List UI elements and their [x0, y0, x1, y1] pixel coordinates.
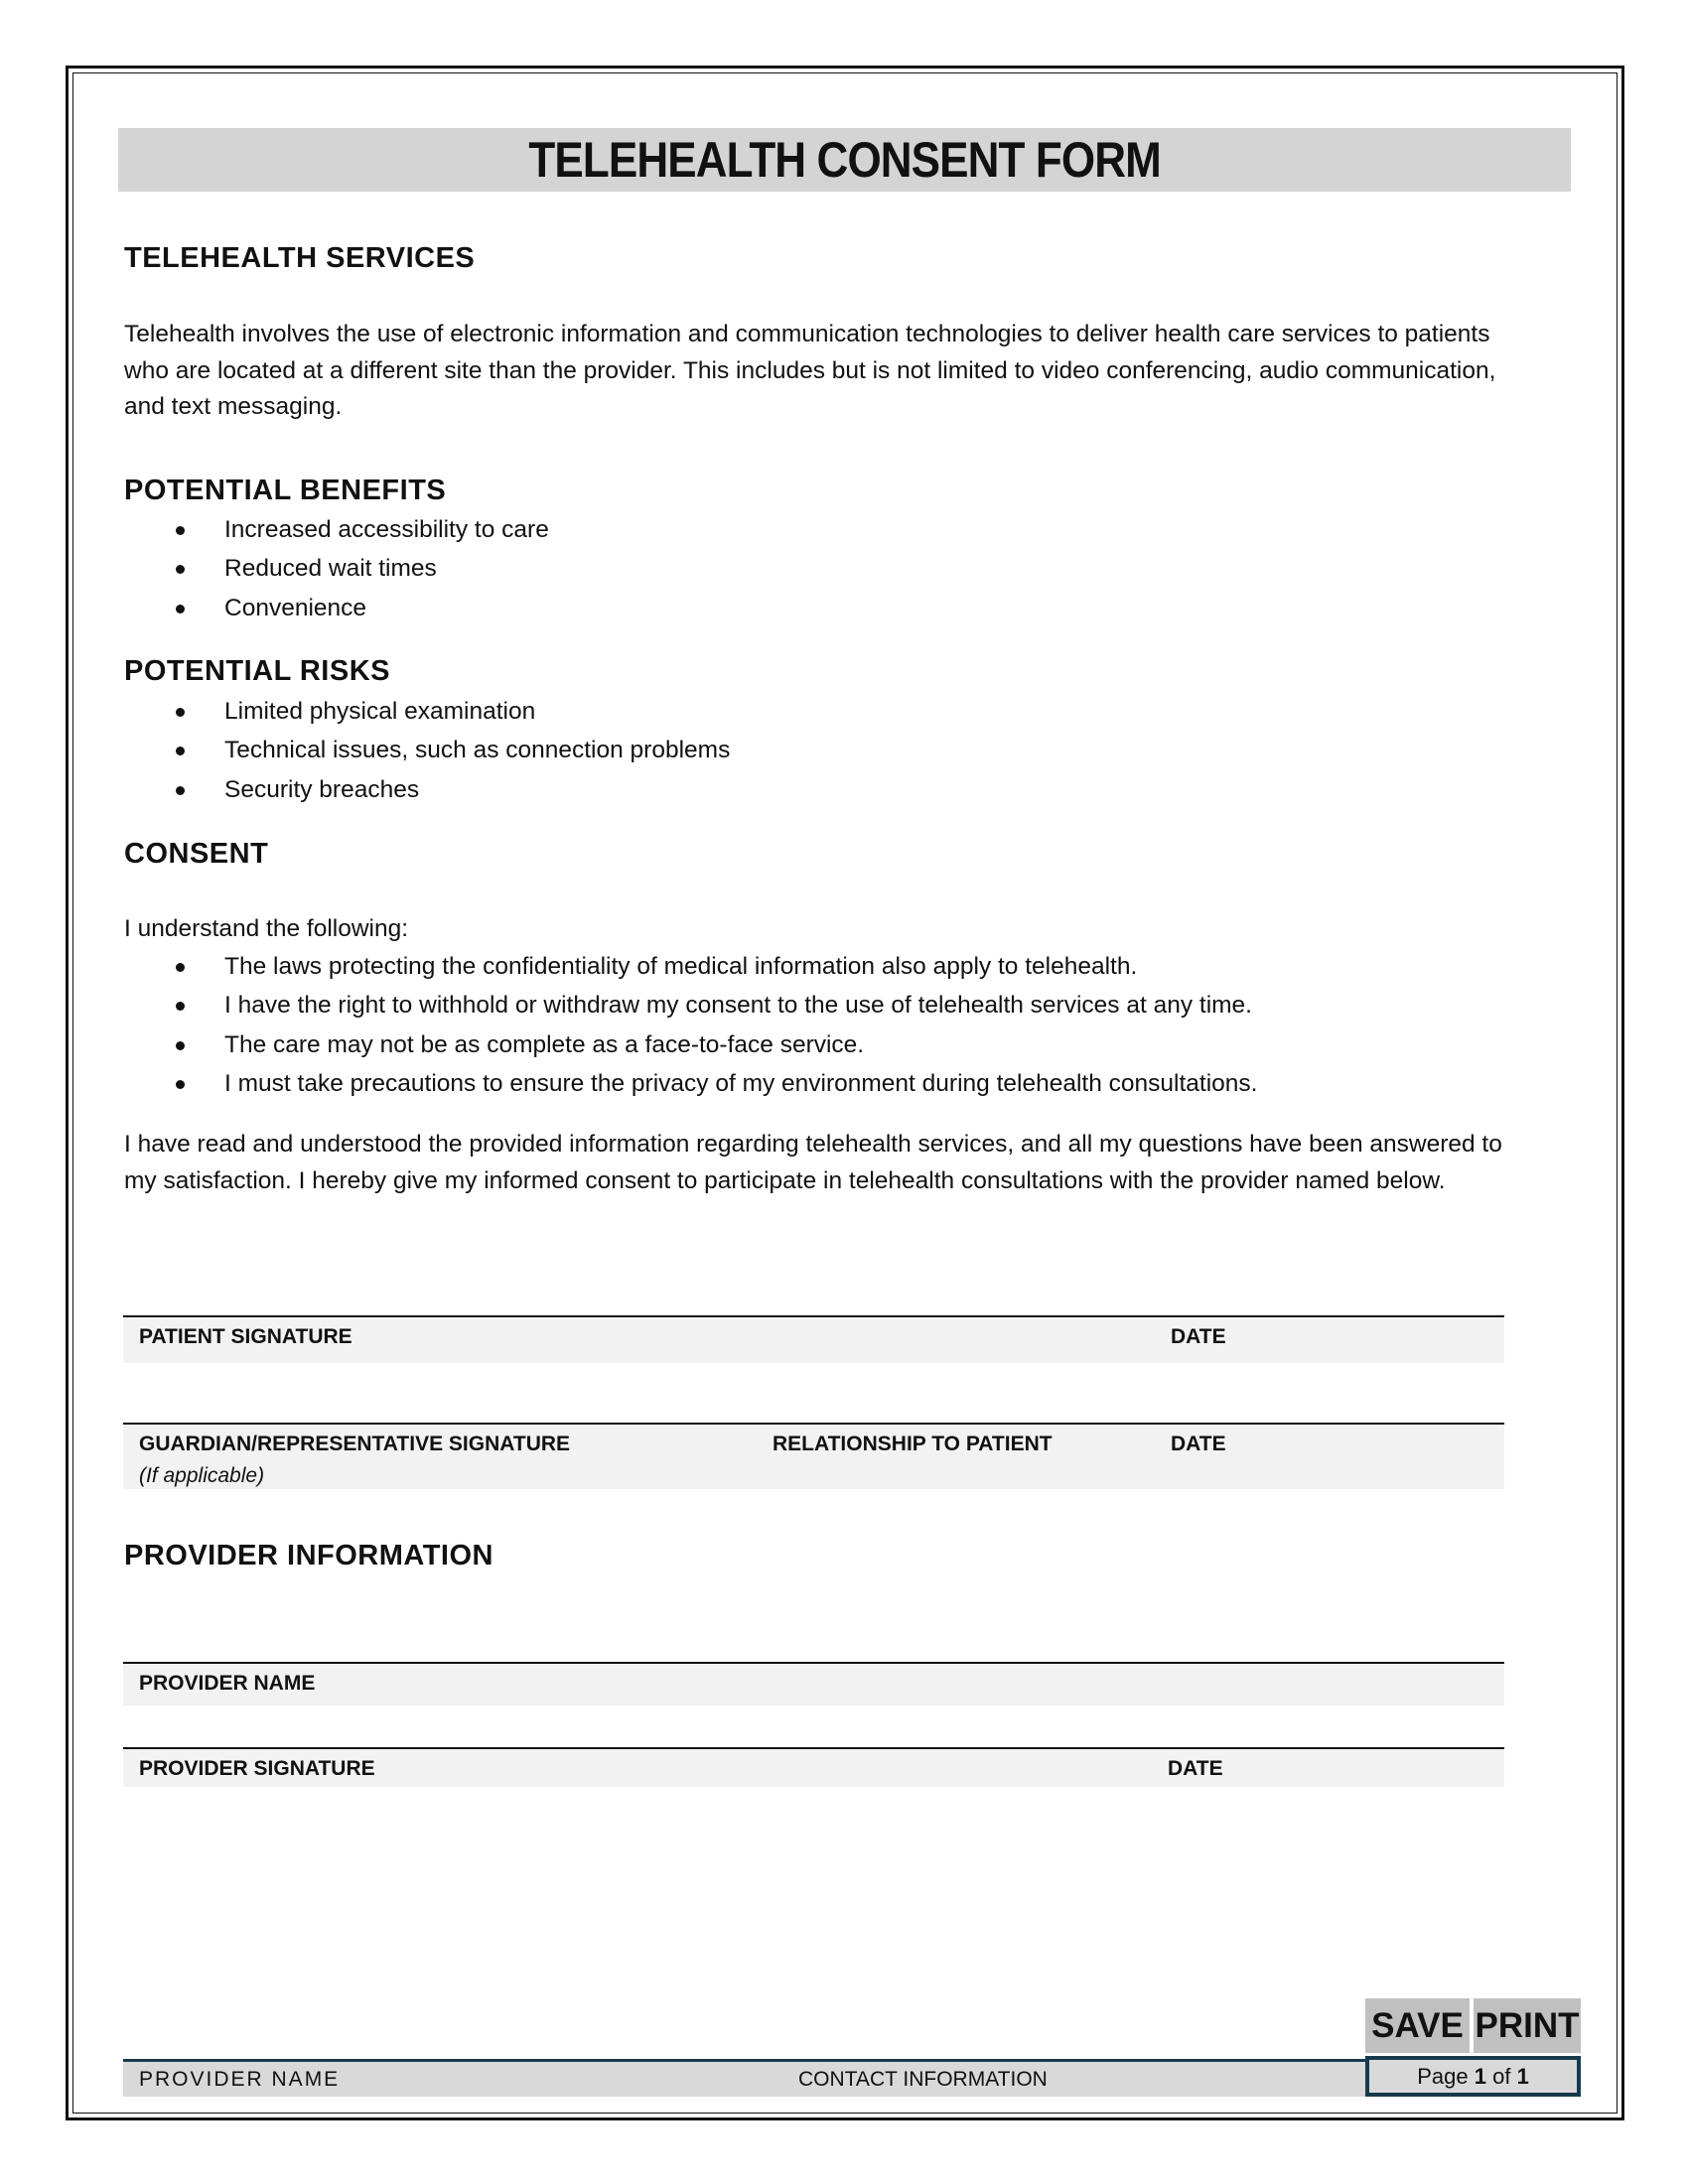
patient-signature-field[interactable]	[123, 1315, 1504, 1363]
list-item: I must take precautions to ensure the privacy of my environment during telehealth consultations.	[124, 1064, 1257, 1103]
page-of: of	[1492, 2064, 1511, 2089]
patient-date-label: DATE	[1171, 1325, 1226, 1348]
page-label: Page	[1417, 2064, 1469, 2089]
list-item: Security breaches	[124, 770, 730, 809]
services-text: Telehealth involves the use of electronic information and communication technologies to deliver health care services to patients who are located at a different site than the provider. This includes but is not limited to video conferencing, audio communication, and text messaging.	[124, 321, 1496, 420]
list-item: Convenience	[124, 589, 549, 627]
guardian-date-label: DATE	[1171, 1433, 1226, 1455]
provider-heading: PROVIDER INFORMATION	[124, 1540, 493, 1571]
list-item: Limited physical examination	[124, 692, 730, 731]
provider-signature-label: PROVIDER SIGNATURE	[139, 1757, 375, 1780]
consent-statement: I have read and understood the provided information regarding telehealth services, and all my questions have been answered to my satisfaction. I hereby give my informed consent to participate in telehealth consultations with the provider named below.	[124, 1131, 1502, 1194]
provider-name-field[interactable]	[123, 1662, 1504, 1706]
list-item: I have the right to withhold or withdraw my consent to the use of telehealth services at any time.	[124, 986, 1257, 1024]
benefits-heading: POTENTIAL BENEFITS	[124, 475, 447, 506]
consent-intro: I understand the following:	[124, 915, 409, 942]
form-title: TELEHEALTH CONSENT FORM	[528, 132, 1161, 188]
if-applicable-note: (If applicable)	[139, 1464, 265, 1487]
list-item: Technical issues, such as connection problems	[124, 731, 730, 769]
patient-signature-label: PATIENT SIGNATURE	[139, 1325, 352, 1348]
guardian-signature-field[interactable]	[123, 1423, 1504, 1489]
footer-contact: CONTACT INFORMATION	[798, 2068, 1048, 2091]
footer-provider-name: PROVIDER NAME	[139, 2068, 341, 2091]
list-item: Increased accessibility to care	[124, 510, 549, 549]
consent-heading: CONSENT	[124, 838, 269, 870]
benefits-list	[124, 510, 549, 627]
guardian-signature-label: GUARDIAN/REPRESENTATIVE SIGNATURE	[139, 1433, 571, 1455]
print-button[interactable]: PRINT	[1474, 1998, 1581, 2053]
services-heading: TELEHEALTH SERVICES	[124, 242, 476, 274]
list-item: The laws protecting the confidentiality of medical information also apply to telehealth.	[124, 947, 1257, 986]
footer-bar	[123, 2059, 1581, 2097]
list-item: Reduced wait times	[124, 549, 549, 588]
risks-heading: POTENTIAL RISKS	[124, 655, 390, 687]
provider-signature-field[interactable]	[123, 1747, 1504, 1787]
provider-name-label: PROVIDER NAME	[139, 1672, 316, 1695]
page-number	[1365, 2056, 1581, 2097]
risks-list	[124, 692, 730, 809]
save-button[interactable]: SAVE	[1365, 1998, 1470, 2053]
form-title-bar	[118, 128, 1571, 192]
page-total: 1	[1516, 2064, 1529, 2089]
provider-date-label: DATE	[1168, 1757, 1223, 1780]
consent-list	[124, 947, 1257, 1103]
page-current: 1	[1474, 2064, 1486, 2089]
relationship-label: RELATIONSHIP TO PATIENT	[773, 1433, 1053, 1455]
list-item: The care may not be as complete as a face-to-face service.	[124, 1025, 1257, 1064]
